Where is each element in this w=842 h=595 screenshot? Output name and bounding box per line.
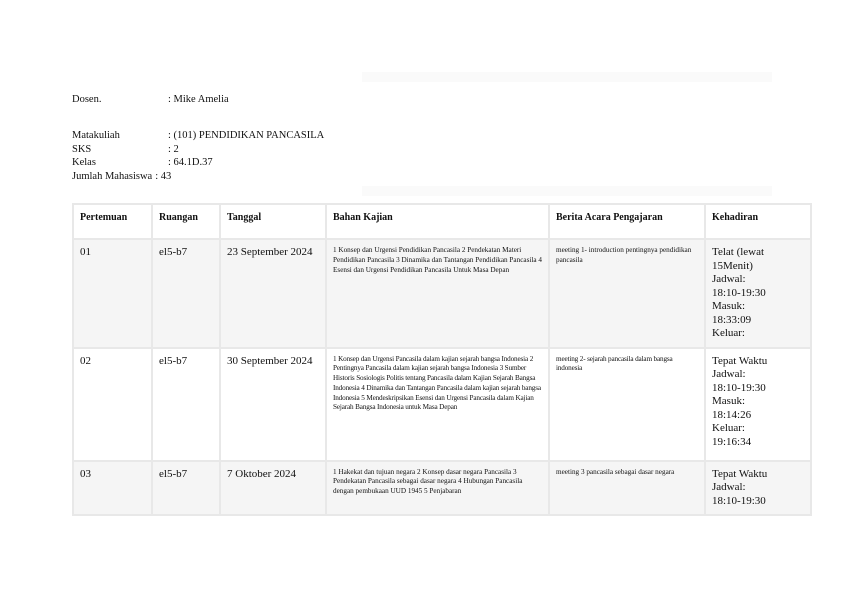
attendance-masuk-value: 18:33:09 [712,313,752,326]
header-tanggal: Tanggal [220,204,326,239]
table-header-row [73,204,811,239]
cell-pertemuan: 02 [73,348,152,461]
header-berita-acara: Berita Acara Pengajaran [549,204,705,239]
attendance-masuk-value: 18:14:26 [712,408,752,421]
sks-value: : 2 [168,143,179,155]
attendance-jadwal-value: 18:10-19:30 [712,286,766,299]
attendance-jadwal-value: 18:10-19:30 [712,494,766,507]
header-pertemuan: Pertemuan [73,204,152,239]
cell-ruangan: el5-b7 [152,461,220,516]
cell-berita-acara: meeting 3 pancasila sebagai dasar negara [549,461,705,516]
attendance-status: Tepat Waktu [712,467,768,480]
cell-ruangan: el5-b7 [152,239,220,348]
attendance-status: Telat (lewat 15Menit) [712,246,765,272]
cell-pertemuan: 03 [73,461,152,516]
cell-tanggal: 23 September 2024 [220,239,326,348]
jumlah-mahasiswa-row [72,170,324,184]
dosen-label: Dosen. [72,94,102,105]
lecturer-info [72,93,229,107]
matakuliah-value: : (101) PENDIDIKAN PANCASILA [168,130,325,141]
attendance-masuk-label: Masuk: [712,300,745,312]
header-ruangan: Ruangan [152,204,220,239]
attendance-jadwal-label: Jadwal: [712,368,746,380]
cell-ruangan: el5-b7 [152,348,220,461]
jumlah-mahasiswa-label: Jumlah Mahasiswa [72,170,153,182]
cell-bahan-kajian: 1 Hakekat dan tujuan negara 2 Konsep dasar negara Pancasila 3 Pendekatan Pancasila sebagai dasar negara 4 Hubungan Pancasila dengan pembukaan UUD 1945 5 Penjabaran [326,461,549,516]
attendance-keluar-value: 19:16:34 [712,435,752,448]
cell-berita-acara: meeting 2- sejarah pancasila dalam bangsa indonesia [549,348,705,461]
course-info [72,129,324,183]
table-row [73,239,811,348]
cell-bahan-kajian: 1 Konsep dan Urgensi Pancasila dalam kajian sejarah bangsa Indonesia 2 Pentingnya Pancasila dalam kajian sejarah bangsa Indonesia 3 Sumber Historis Sosiologis Politis tentang Pancasila dalam Kajian Sejarah Bangsa Indonesia 4 Dinamika dan Tantangan Pancasila dalam kajian sejarah bangsa Indonesia 5 Mendeskripsikan Esensi dan Urgensi Pancasila dalam Kajian Sejarah Bangsa Indonesia untuk Masa Depan [326,348,549,461]
sks-label: SKS [72,143,92,155]
kelas-label: Kelas [72,157,96,168]
attendance-masuk-label: Masuk: [712,395,745,407]
cell-kehadiran [705,239,811,348]
cell-tanggal: 7 Oktober 2024 [220,461,326,516]
table-row [73,461,811,516]
header-shade-bar [362,72,772,82]
cell-kehadiran [705,461,811,516]
table-row [73,348,811,461]
attendance-keluar-label: Keluar: [712,422,745,434]
attendance-jadwal-label: Jadwal: [712,481,746,493]
kelas-value: : 64.1D.37 [168,157,213,168]
cell-tanggal: 30 September 2024 [220,348,326,461]
meeting-report-table [72,203,812,516]
cell-berita-acara: meeting 1- introduction pentingnya pendidikan pancasila [549,239,705,348]
dosen-value: : Mike Amelia [168,94,229,105]
cell-bahan-kajian: 1 Konsep dan Urgensi Pendidikan Pancasila 2 Pendekatan Materi Pendidikan Pancasila 3 Dinamika dan Tantangan Pendidikan Pancasila 4 Esensi dan Urgensi Pendidikan Pancasila Untuk Masa Depan [326,239,549,348]
matakuliah-row [72,129,324,143]
attendance-keluar-label: Keluar: [712,327,745,339]
header-bahan-kajian: Bahan Kajian [326,204,549,239]
matakuliah-label: Matakuliah [72,130,120,141]
cell-pertemuan: 01 [73,239,152,348]
cell-kehadiran [705,348,811,461]
attendance-status: Tepat Waktu [712,354,768,367]
kelas-row [72,156,324,170]
section-shade-bar [362,186,772,196]
attendance-jadwal-label: Jadwal: [712,273,746,285]
jumlah-mahasiswa-value: : 43 [155,170,172,182]
attendance-jadwal-value: 18:10-19:30 [712,381,766,394]
dosen-row [72,93,229,107]
sks-row [72,143,324,157]
header-kehadiran: Kehadiran [705,204,811,239]
